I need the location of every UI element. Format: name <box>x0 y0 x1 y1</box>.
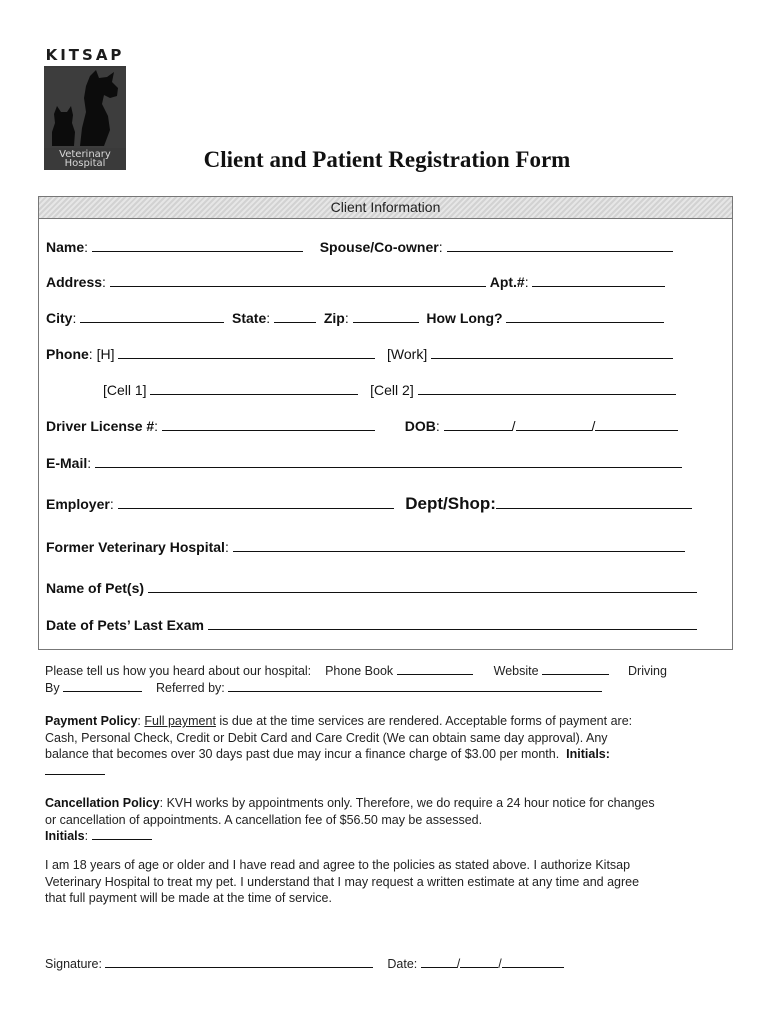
date-year-field[interactable] <box>502 956 564 968</box>
license-field[interactable] <box>162 417 375 431</box>
date-label: Date: <box>387 957 418 971</box>
email-label: E-Mail <box>46 455 88 471</box>
pets-row <box>46 579 697 597</box>
logo-banner <box>44 46 126 68</box>
dob-label: DOB <box>404 418 436 434</box>
employer-field[interactable] <box>118 495 394 509</box>
name-row: Name: Spouse/Co-owner: <box>46 238 673 256</box>
payment-initials-field[interactable] <box>45 763 105 775</box>
name-label: Name <box>46 239 85 255</box>
dept-field[interactable] <box>496 495 692 509</box>
how-long-label: How Long? <box>426 310 503 326</box>
logo-subtitle-1: Veterinary <box>59 149 111 160</box>
email-row: E-Mail: <box>46 454 682 472</box>
cancellation-policy-label: Cancellation Policy <box>45 796 160 810</box>
cancellation-text-1: KVH works by appointments only. Therefore, we do require a 24 hour notice for changes <box>166 796 655 810</box>
cancellation-initials-field[interactable] <box>92 828 152 840</box>
phone-book-label: Phone Book <box>325 664 394 678</box>
last-exam-field[interactable] <box>208 616 697 630</box>
phone-home-field[interactable] <box>118 345 375 359</box>
website-label: Website <box>493 664 539 678</box>
payment-policy-section: Payment Policy: Full payment is due at the time services are rendered. Acceptable forms of payment are: Cash, Personal Check, Credit or Debit Card and Care Credit (We can obtain same day approval). Any balance that becomes over 30 days past due may incur a finance charge of $3.00 per month. Initials: <box>45 713 725 779</box>
full-payment-text: Full payment <box>144 714 216 728</box>
zip-label: Zip <box>323 310 345 326</box>
dob-year-field[interactable] <box>595 417 678 431</box>
zip-field[interactable] <box>353 309 419 323</box>
dog-cat-silhouette-icon <box>44 68 126 148</box>
employer-row: Employer: Dept/Shop: <box>46 495 692 513</box>
payment-policy-label: Payment Policy <box>45 714 138 728</box>
city-label: City <box>46 310 73 326</box>
agreement-line-2: Veterinary Hospital to treat my pet. I understand that I may request a written estimate at any time and agree <box>45 874 640 889</box>
apt-label: Apt.# <box>489 274 525 290</box>
payment-text-3: balance that becomes over 30 days past due may incur a finance charge of $3.00 per month. <box>45 747 560 761</box>
date-month-field[interactable] <box>421 956 457 968</box>
section-header: Client Information <box>39 197 732 219</box>
spouse-label: Spouse/Co-owner <box>319 239 439 255</box>
logo-name: KITSAP <box>45 46 125 64</box>
form-title: Client and Patient Registration Form <box>203 147 571 172</box>
referral-section <box>45 663 725 696</box>
state-field[interactable] <box>274 309 316 323</box>
last-exam-row <box>46 616 697 634</box>
phone-work-field[interactable] <box>431 345 673 359</box>
dob-month-field[interactable] <box>444 417 512 431</box>
dob-day-field[interactable] <box>516 417 592 431</box>
employer-label: Employer <box>46 496 110 512</box>
state-label: State <box>232 310 267 326</box>
phone-book-field[interactable] <box>397 663 473 675</box>
referred-by-field[interactable] <box>228 680 602 692</box>
address-row: Address: Apt.#: <box>46 273 665 291</box>
agreement-line-1: I am 18 years of age or older and I have read and agree to the policies as stated above. I authorize Kitsap <box>45 858 631 872</box>
name-field[interactable] <box>92 238 303 252</box>
payment-initials-label: Initials <box>566 747 606 761</box>
pets-label: Name of Pet(s) <box>46 580 145 596</box>
phone-row: Phone: [H] [Work] <box>46 345 673 363</box>
signature-label: Signature: <box>45 957 102 971</box>
logo-subtitle-2: Hospital <box>64 158 106 169</box>
referred-by-label: Referred by: <box>155 680 225 695</box>
referral-question: Please tell us how you heard about our hospital: <box>45 664 312 678</box>
cell1-field[interactable] <box>150 381 358 395</box>
former-hospital-row: Former Veterinary Hospital: <box>46 538 685 556</box>
former-hospital-field[interactable] <box>233 538 685 552</box>
address-label: Address <box>46 274 103 290</box>
phone-home-label: [H] <box>96 346 115 362</box>
client-information-section <box>38 196 733 650</box>
city-row: City: State: Zip: How Long? <box>46 309 664 327</box>
email-field[interactable] <box>95 454 682 468</box>
former-hospital-label: Former Veterinary Hospital <box>46 539 225 555</box>
phone-work-label: [Work] <box>387 346 428 362</box>
signature-row: Signature: Date: / / <box>45 956 725 973</box>
agreement-line-3: that full payment will be made at the time of service. <box>45 891 332 905</box>
phone-label: Phone <box>46 346 89 362</box>
cell1-label: [Cell 1] <box>103 382 147 398</box>
cancellation-initials-label: Initials <box>45 829 85 843</box>
license-row: Driver License #: DOB: / / <box>46 417 678 435</box>
cancellation-text-2: or cancellation of appointments. A cancellation fee of $56.50 may be assessed. <box>45 812 483 827</box>
dept-label: Dept/Shop <box>405 494 491 513</box>
spouse-field[interactable] <box>447 238 673 252</box>
cell2-label: [Cell 2] <box>370 382 414 398</box>
payment-text-1: is due at the time services are rendered. Acceptable forms of payment are: <box>219 714 633 728</box>
cell2-field[interactable] <box>418 381 676 395</box>
address-field[interactable] <box>110 273 486 287</box>
signature-field[interactable] <box>105 956 373 968</box>
last-exam-label: Date of Pets’ Last Exam <box>46 617 204 633</box>
website-field[interactable] <box>542 663 609 675</box>
driving-by-label: By <box>45 680 60 695</box>
how-long-field[interactable] <box>506 309 664 323</box>
cell-row <box>103 381 676 399</box>
city-field[interactable] <box>80 309 224 323</box>
driving-by-field[interactable] <box>63 680 142 692</box>
pets-field[interactable] <box>148 579 697 593</box>
agreement-section <box>45 857 725 907</box>
apt-field[interactable] <box>532 273 665 287</box>
driving-label: Driving <box>628 664 667 678</box>
date-day-field[interactable] <box>460 956 498 968</box>
cancellation-policy-section: Cancellation Policy: KVH works by appointments only. Therefore, we do require a 24 hour notice for changes or cancellation of appointments. A cancellation fee of $56.50 may be assessed. Initials: <box>45 795 725 845</box>
license-label: Driver License # <box>46 418 155 434</box>
payment-text-2: Cash, Personal Check, Credit or Debit Card and Care Credit (We can obtain same day approval). Any <box>45 730 608 745</box>
